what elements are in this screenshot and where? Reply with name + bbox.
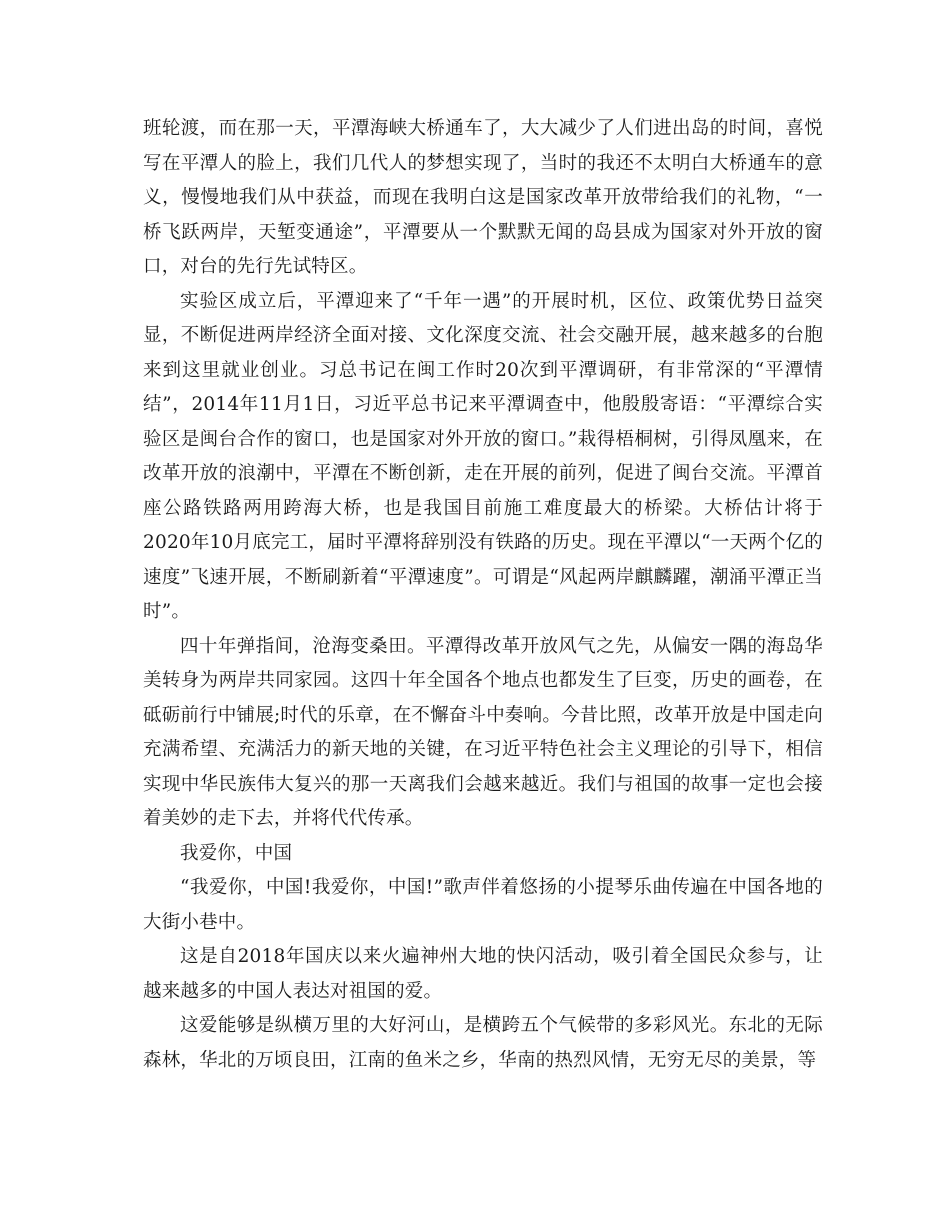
- paragraph-6: 这是自2018年国庆以来火遍神州大地的快闪活动，吸引着全国民众参与，让越来越多的中国人表达对祖国的爱。: [143, 946, 823, 1002]
- paragraph-2: 实验区成立后，平潭迎来了“千年一遇”的开展时机，区位、政策优势日益突显，不断促进两岸经济全面对接、文化深度交流、社会交融开展，越来越多的台胞来到这里就业创业。习总书记在闽工作时20次到平潭调研，有非常深的“平潭情结”，2014年11月1日，习近平总书记来平潭调查中，他殷殷寄语：“平潭综合实验区是闽台合作的窗口，也是国家对外开放的窗口。”栽得梧桐树，引得凤凰来，在改革开放的浪潮中，平潭在不断创新，走在开展的前列，促进了闽台交流。平潭首座公路铁路两用跨海大桥，也是我国目前施工难度最大的桥梁。大桥估计将于2020年10月底完工，届时平潭将辞别没有铁路的历史。现在平潭以“一天两个亿的速度”飞速开展，不断刷新着“平潭速度”。可谓是“风起两岸麒麟躍，潮涌平潭正当时”。: [143, 290, 823, 622]
- paragraph-3: 四十年弹指间，沧海变桑田。平潭得改革开放风气之先，从偏安一隅的海岛华美转身为两岸共同家园。这四十年全国各个地点也都发生了巨变，历史的画卷，在砥砺前行中铺展;时代的乐章，在不懈奋斗中奏响。今昔比照，改革开放是中国走向充满希望、充满活力的新天地的关键，在习近平特色社会主义理论的引导下，相信实现中华民族伟大复兴的那一天离我们会越来越近。我们与祖国的故事一定也会接着美妙的走下去，并将代代传承。: [143, 635, 823, 829]
- section-heading: 我爱你，中国: [180, 842, 293, 864]
- paragraph-1: 班轮渡，而在那一天，平潭海峡大桥通车了，大大减少了人们进出岛的时间，喜悦写在平潭人的脸上，我们几代人的梦想实现了，当时的我还不太明白大桥通车的意义，慢慢地我们从中获益，而现在我明白这是国家改革开放带给我们的礼物，“一桥飞跃两岸，天堑变通途”，平潭要从一个默默无闻的岛县成为国家对外开放的窗口，对台的先行先试特区。: [143, 118, 823, 277]
- paragraph-7: 这爱能够是纵横万里的大好河山，是横跨五个气候带的多彩风光。东北的无际森林，华北的万顷良田，江南的鱼米之乡，华南的热烈风情，无穷无尽的美景，等: [143, 1015, 823, 1071]
- paragraph-5: “我爱你，中国!我爱你，中国!”歌声伴着悠扬的小提琴乐曲传遍在中国各地的大街小巷中。: [143, 877, 823, 933]
- document-page: [143, 112, 823, 1078]
